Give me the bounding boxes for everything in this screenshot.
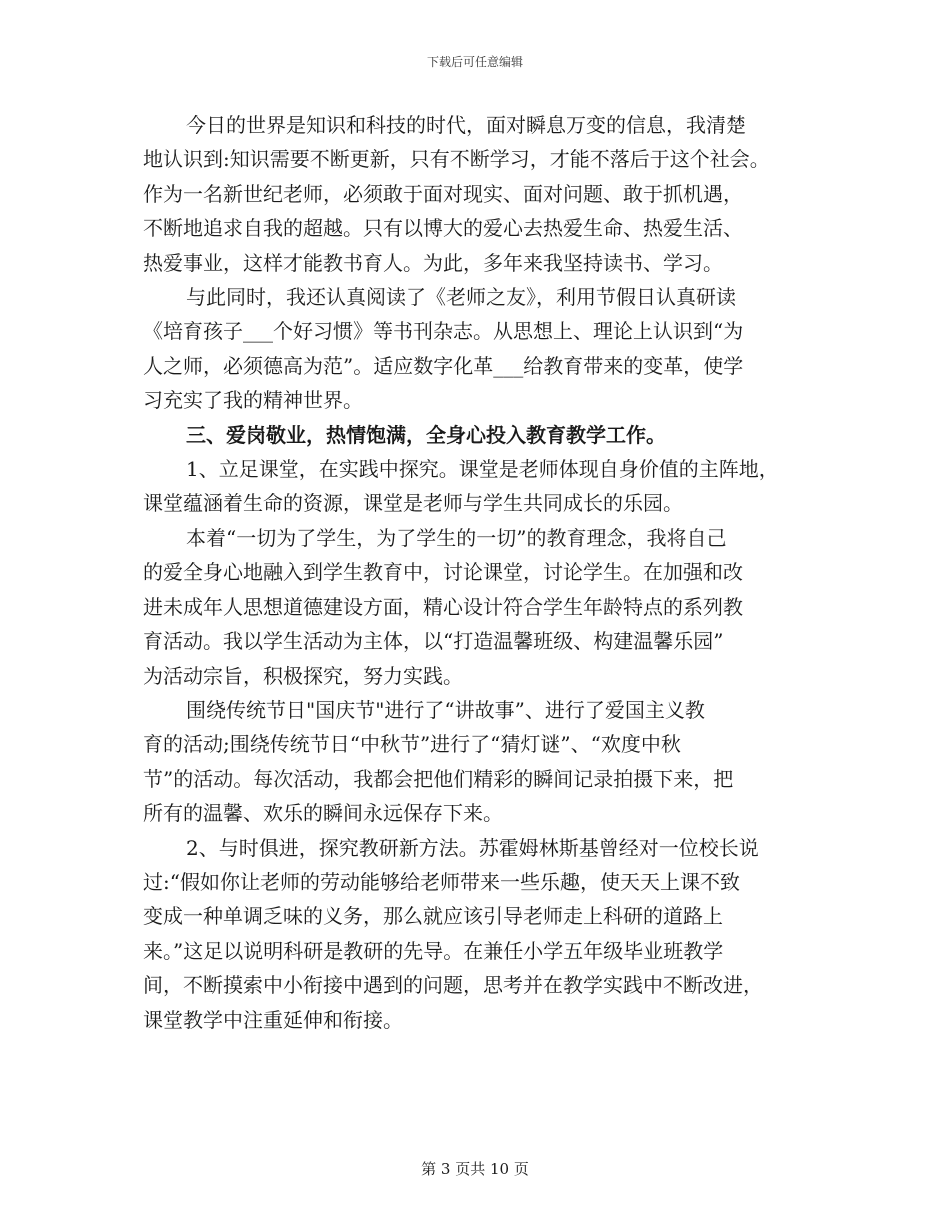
page-header: 下载后可任意编辑 bbox=[426, 55, 523, 69]
text-line: 课堂教学中注重延伸和衔接。 bbox=[143, 1007, 403, 1032]
text-line: 育的活动;围绕传统节日“中秋节”进行了“猜灯谜”、“欢度中秋 bbox=[143, 732, 681, 757]
paragraph bbox=[143, 693, 813, 831]
paragraph bbox=[143, 521, 813, 693]
text-line: 今日的世界是知识和科技的时代，面对瞬息万变的信息，我清楚 bbox=[186, 113, 746, 137]
text-line: 育活动。我以学生活动为主体，以“打造温馨班级、构建温馨乐园” bbox=[143, 629, 724, 654]
text-line: 间，不断摸索中小衔接中遇到的问题，思考并在教学实践中不断改进， bbox=[143, 973, 763, 998]
paragraph bbox=[143, 108, 813, 280]
text-line: 《培育孩子___个好习惯》等书刊杂志。从思想上、理论上认识到“为 bbox=[143, 319, 744, 344]
paragraph bbox=[143, 280, 813, 418]
text-line: 热爱事业，这样才能教书育人。为此，多年来我坚持读书、学习。 bbox=[143, 250, 723, 275]
text-line: 不断地追求自我的超越。只有以博大的爱心去热爱生命、热爱生活、 bbox=[143, 216, 743, 241]
text-line: 2、与时俱进，探究教研新方法。苏霍姆林斯基曾经对一位校长说 bbox=[186, 835, 759, 860]
text-line: 人之师，必须德高为范”。适应数字化革___给教育带来的变革，使学 bbox=[143, 353, 744, 378]
paragraph bbox=[143, 452, 813, 521]
text-line: 的爱全身心地融入到学生教育中，讨论课堂，讨论学生。在加强和改 bbox=[143, 560, 743, 585]
paragraph bbox=[143, 831, 813, 1037]
text-line: 1、立足课堂，在实践中探究。课堂是老师体现自身价值的主阵地， bbox=[186, 457, 779, 482]
text-line: 课堂蕴涵着生命的资源，课堂是老师与学生共同成长的乐园。 bbox=[143, 491, 683, 516]
document-body bbox=[143, 108, 813, 1037]
text-line: 习充实了我的精神世界。 bbox=[143, 388, 363, 413]
text-line: 与此同时，我还认真阅读了《老师之友》，利用节假日认真研读 bbox=[186, 285, 736, 310]
text-line: 所有的温馨、欢乐的瞬间永远保存下来。 bbox=[143, 801, 503, 826]
section-heading bbox=[143, 418, 813, 452]
text-line: 为活动宗旨，积极探究，努力实践。 bbox=[143, 663, 463, 688]
text-line: 作为一名新世纪老师，必须敢于面对现实、面对问题、敢于抓机遇， bbox=[143, 181, 743, 206]
text-line: 过:“假如你让老师的劳动能够给老师带来一些乐趣，使天天上课不致 bbox=[143, 869, 740, 894]
page-number: 第 3 页共 10 页 bbox=[421, 1160, 529, 1178]
text-line: 围绕传统节日"国庆节"进行了“讲故事”、进行了爱国主义教 bbox=[186, 697, 705, 722]
text-line: 进未成年人思想道德建设方面，精心设计符合学生年龄特点的系列教 bbox=[143, 594, 743, 619]
text-line: 变成一种单调乏味的义务，那么就应该引导老师走上科研的道路上 bbox=[143, 904, 723, 929]
text-line: 来。”这足以说明科研是教研的先导。在兼任小学五年级毕业班教学 bbox=[143, 938, 724, 963]
text-line: 节”的活动。每次活动，我都会把他们精彩的瞬间记录拍摄下来，把 bbox=[143, 766, 734, 791]
heading-line: 三、爱岗敬业，热情饱满，全身心投入教育教学工作。 bbox=[186, 422, 666, 447]
text-line: 本着“一切为了学生，为了学生的一切”的教育理念，我将自己 bbox=[186, 525, 727, 550]
text-line: 地认识到:知识需要不断更新，只有不断学习，才能不落后于这个社会。 bbox=[143, 147, 770, 172]
